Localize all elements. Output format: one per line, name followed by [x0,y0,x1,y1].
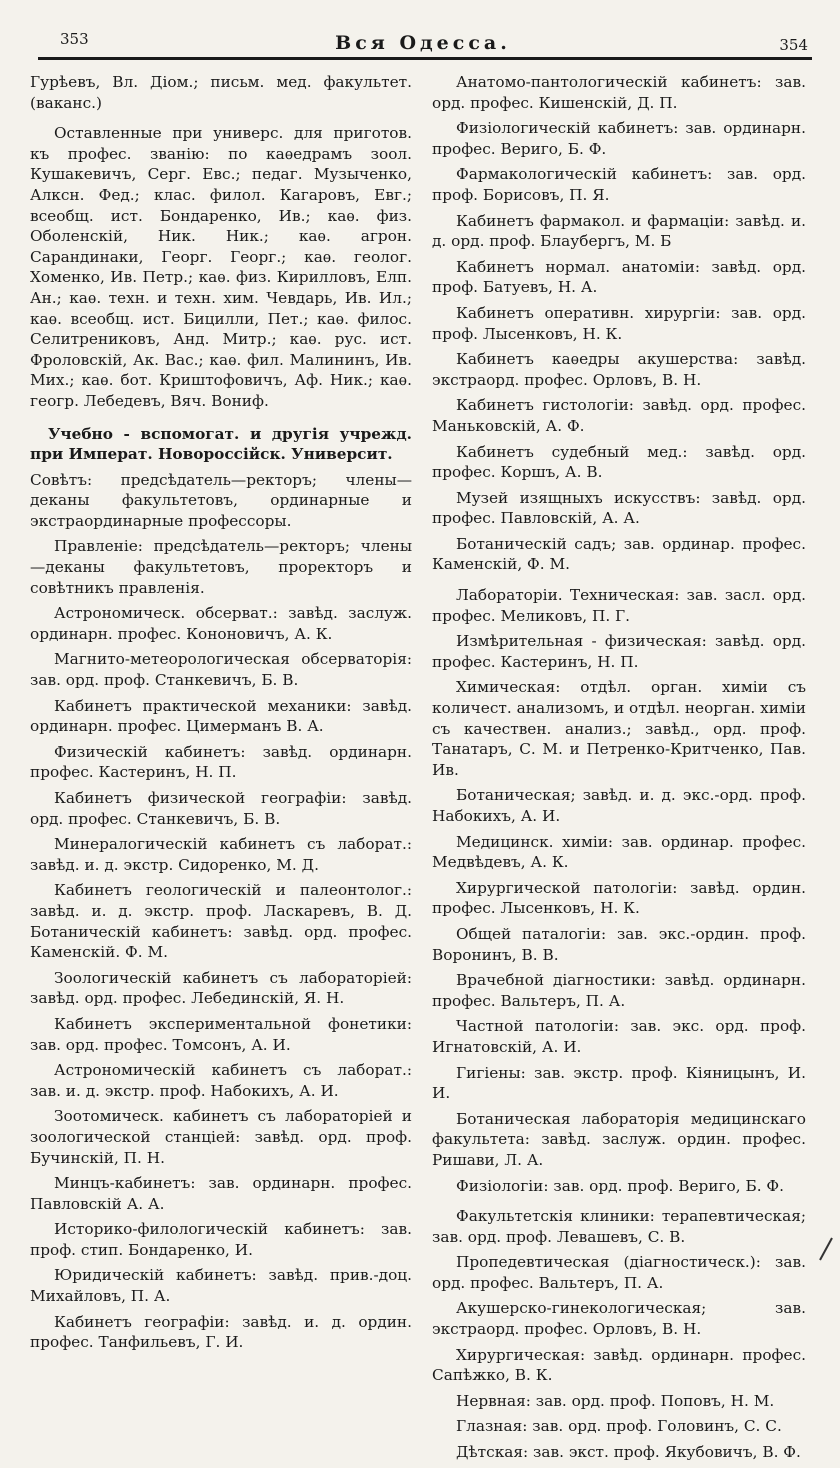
entry: Физіологическій кабинетъ: зав. ординарн. профес. Вериго, Б. Ф. [432,119,806,158]
entry: Гигіены: зав. экстр. проф. Кіяницынъ, И. И. [432,1063,806,1103]
entry: Кабинетъ каѳедры акушерства: завѣд. экстраорд. профес. Орловъ, В. Н. [432,350,806,389]
section-heading: Факультетскія клиники: терапевтическая; зав. орд. проф. Левашевъ, С. В. [432,1207,806,1246]
page-number-left: 353 [60,30,89,48]
right-column [432,72,806,1468]
entry: Фармакологическій кабинетъ: зав. орд. проф. Борисовъ, П. Я. [432,165,806,204]
entry: Общей паталогіи: зав. экс.-ордин. проф. Воронинъ, В. В. [432,924,806,964]
entry: Кабинетъ практической механики: завѣд. ординарн. профес. Цимерманъ В. А. [30,696,412,736]
header-rule [38,57,812,60]
entry: Кабинетъ геологическій и палеонтолог.: завѣд. и. д. экстр. проф. Ласкаревъ, В. Д. Ботаническій кабинетъ: завѣд. орд. профес. Каменскій. Ф. М. [30,881,412,962]
entry: Кабинетъ географіи: завѣд. и. д. ордин. профес. Танфильевъ, Г. И. [30,1312,412,1352]
entry: Правленіе: предсѣдатель—ректоръ; члены—деканы факультетовъ, проректоръ и совѣтникъ правленія. [30,537,412,597]
entry: Кабинетъ гистологіи: завѣд. орд. профес. Маньковскій, А. Ф. [432,396,806,435]
entry: Химическая: отдѣл. орган. химіи съ количест. анализомъ, и отдѣл. неорган. химіи съ качествен. анализ.; завѣд., орд. проф. Танатаръ, С. М. и Петренко-Критченко, Пав. Ив. [432,678,806,779]
section-heading: Учебно - вспомогат. и другія учрежд. при Императ. Новороссійск. Университ. [30,424,412,464]
entry: Гурѣевъ, Вл. Діом.; письм. мед. факультет. (ваканс.) [30,73,412,112]
entry: Магнито-метеорологическая обсерваторія: зав. орд. проф. Станкевичъ, Б. В. [30,650,412,690]
entry: Кабинетъ фармакол. и фармаціи: завѣд. и. д. орд. проф. Блаубергъ, М. Б [432,211,806,251]
entry: Ботаническая лабораторія медицинскаго факультета: завѣд. заслуж. ордин. профес. Ришави, Л. А. [432,1109,806,1169]
entry: Кабинетъ оперативн. хирургіи: зав. орд. проф. Лысенковъ, Н. К. [432,303,806,343]
entry: Физическій кабинетъ: завѣд. ординарн. профес. Кастеринъ, Н. П. [30,742,412,782]
entry: Медицинск. химіи: зав. ординар. профес. Медвѣдевъ, А. К. [432,832,806,872]
entry: Пропедевтическая (діагностическ.): зав. орд. профес. Вальтеръ, П. А. [432,1253,806,1292]
entry: Историко-филологическій кабинетъ: зав. проф. стип. Бондаренко, И. [30,1220,412,1259]
entry: Зоотомическ. кабинетъ съ лабораторіей и зоологической станціей: завѣд. орд. проф. Бучинскій, П. Н. [30,1107,412,1167]
entry: Акушерско-гинекологическая; зав. экстраорд. профес. Орловъ, В. Н. [432,1299,806,1339]
entry: Ботаническая; завѣд. и. д. экс.-орд. проф. Набокихъ, А. И. [432,786,806,825]
left-column [30,72,412,1358]
entry: Кабинетъ судебный мед.: завѣд. орд. профес. Коршъ, А. В. [432,442,806,482]
entry: Физіологіи: зав. орд. проф. Вериго, Б. Ф. [456,1176,784,1195]
entry: Кабинетъ физической географіи: завѣд. орд. профес. Станкевичъ, Б. В. [30,789,412,828]
page-title: Вся Одесса. [335,32,511,54]
entry: Кабинетъ экспериментальной фонетики: зав. орд. профес. Томсонъ, А. И. [30,1014,412,1054]
entry: Кабинетъ нормал. анатоміи: завѣд. орд. проф. Батуевъ, Н. А. [432,257,806,297]
entry: Врачебной діагностики: завѣд. ординарн. профес. Вальтеръ, П. А. [432,971,806,1010]
entry: Минералогическій кабинетъ съ лаборат.: завѣд. и. д. экстр. Сидоренко, М. Д. [30,835,412,874]
page-header [38,28,808,58]
entry: Глазная: зав. орд. проф. Головинъ, С. С. [456,1417,782,1436]
entry: Дѣтская: зав. экст. проф. Якубовичъ, В. Ф. [456,1443,801,1462]
pencil-mark-icon [818,1232,836,1262]
entry: Юридическій кабинетъ: завѣд. прив.-доц. Михайловъ, П. А. [30,1266,412,1306]
entry: Анатомо-пантологическій кабинетъ: зав. орд. профес. Кишенскій, Д. П. [432,73,806,112]
entry: Оставленные при универс. для приготов. къ профес. званію: по каѳедрамъ зоол. Кушакевичъ, Серг. Евс.; педаг. Музыченко, Алксн. Фед.; клас. филол. Кагаровъ, Евг.; всеобщ. ист. Бондаренко, Ив.; каѳ. физ. Оболенскій, Ник. Ник.; каѳ. агрон. Сарандинаки, Георг. Георг.; каѳ. геолог. Хоменко, Ив. Петр.; каѳ. физ. Кирилловъ, Елп. Ан.; каѳ. техн. и техн. хим. Чевдарь, Ив. Ил.; каѳ. всеобщ. ист. Бицилли, Пет.; каѳ. филос. Селитрениковъ, Анд. Митр.; каѳ. рус. ист. Фроловскій, Ак. Вас.; каѳ. фил. Малининъ, Ив. Мих.; каѳ. бот. Криштофовичъ, Аф. Ник.; каѳ. геогр. Лебедевъ, Вяч. Вониф. [30,124,412,410]
entry: Зоологическій кабинетъ съ лабораторіей: завѣд. орд. профес. Лебединскій, Я. Н. [30,968,412,1008]
entry: Частной патологіи: зав. экс. орд. проф. Игнатовскій, А. И. [432,1017,806,1056]
entry: Ботаническій садъ; зав. ординар. профес. Каменскій, Ф. М. [432,534,806,574]
entry: Астрономическ. обсерват.: завѣд. заслуж. ординарн. профес. Кононовичъ, А. К. [30,604,412,643]
entry: Измѣрительная - физическая: завѣд. орд. профес. Кастеринъ, Н. П. [432,632,806,671]
entry: Хирургическая: завѣд. ординарн. профес. Сапѣжко, В. К. [432,1345,806,1385]
entry: Минцъ-кабинетъ: зав. ординарн. профес. Павловскій А. А. [30,1174,412,1213]
entry: Совѣтъ: предсѣдатель—ректоръ; члены—деканы факультетовъ, ординарные и экстраординарные профессоры. [30,470,412,530]
entry: Астрономическій кабинетъ съ лаборат.: зав. и. д. экстр. проф. Набокихъ, А. И. [30,1061,412,1100]
entry: Хирургической патологіи: завѣд. ордин. профес. Лысенковъ, Н. К. [432,878,806,918]
entry: Музей изящныхъ искусствъ: завѣд. орд. профес. Павловскій, А. А. [432,488,806,528]
entry: Нервная: зав. орд. проф. Поповъ, Н. М. [456,1391,775,1410]
page-number-right: 354 [779,36,808,54]
section-heading: Лабораторіи. Техническая: зав. засл. орд. профес. Меликовъ, П. Г. [432,586,806,625]
